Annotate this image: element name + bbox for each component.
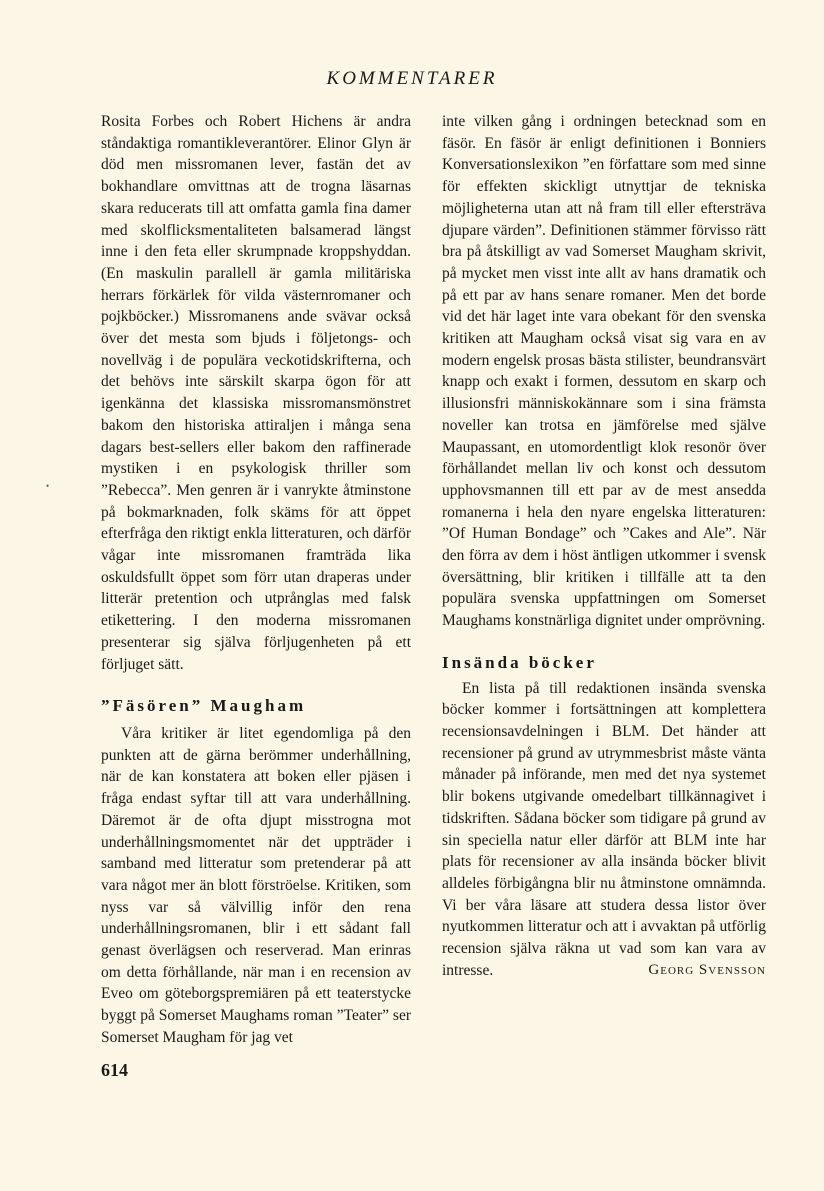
paragraph-text: En lista på till redaktionen insända svenska böcker kommer i fortsättningen att komplettera recensionsavdelningen i BLM. Det händer att recensioner på grund av utrymmesbrist måste vänta månader på införande, men med det nya systemet blir bokens utgivande omedelbart tillkännagivet i tidskriften. Sådana böcker som tidigare på grund av sin speciella natur eller därför att BLM inte har plats för recensioner av alla insända böcker blivit alldeles förbigångna blir nu åtminstone omnämnda. Vi ber våra läsare att studera dessa listor över nyutkommen litteratur och att i avvaktan på utförlig recension själva räkna ut vad som kan vara av intresse. [442,679,766,979]
body-paragraph: Våra kritiker är litet egendomliga på den punkten att de gärna berömmer underhållning, när de kan konstatera att boken eller pjäsen i fråga endast syftar till att vara underhållning. Däremot är de ofta djupt misstrogna mot underhållningsmomentet när det uppträder i samband med litteratur som pretenderar på att vara något mer än blott förströelse. Kritiken, som nyss var så välvillig inför den rena underhållningsromanen, blir i ett sådant fall genast överlägsen och reserverad. Man erinras om detta förhållande, när man i en recension av Eveo om göteborgspremiären på ett teaterstycke byggt på Somerset Maughams roman ”Teater” ser Somerset Maugham för jag vet [101,724,411,1046]
author-signature: Georg Svensson [648,961,766,978]
section-heading-insanda-bocker: Insända böcker [442,652,597,672]
left-column [101,111,411,1049]
page-number: 614 [101,1060,128,1080]
body-paragraph: Rosita Forbes och Robert Hichens är andra ståndaktiga romantikleverantörer. Elinor Glyn är död men missromanen lever, fastän det av bokhandlare omvittnas att de trogna läsarnas skara reducerats till att omfatta gamla fina damer med skolflicksmentaliteten balsamerad längst inne i den feta eller skrumpnade kroppshyddan. (En maskulin parallell är gamla militäriska herrars förkärlek för vilda västernromaner och pojkböcker.) Missromanens ande svävar också över det mesta som bjuds i följetongs- och novellväg i de populära veckotidskrifterna, och det behövs inte särskilt skarpa ögon för att igenkänna det klassiska missromansmönstret bakom den historiska attiraljen i många sena dagars best-sellers eller bakom den raffinerade mystiken i en psykologisk thriller som ”Rebecca”. Men genren är i vanrykte åtminstone på bokmarknaden, folk skäms för att öppet efterfråga den riktigt enkla litteraturen, och därför vågar inte missromanen framträda lika oskuldsfullt öppet som förr utan draperas under litterär pretention och utprånglas med falsk etikettering. I den moderna missromanen presenterar sig själva förljugenheten på ett förljuget sätt. [101,113,411,673]
margin-mark: • [46,481,50,491]
section-heading-maugham: ”Fäsören” Maugham [101,696,307,716]
body-paragraph: inte vilken gång i ordningen betecknad som en fäsör. En fäsör är enligt definitionen i Bonniers Konversationslexikon ”en författare som med sinne för effekten skickligt utnyttjar de tekniska möjligheterna utan att nå fram till eller eftersträva djupare värden”. Definitionen stämmer förvisso rätt bra på åtskilligt av vad Somerset Maugham skrivit, på mycket men visst inte allt av hans dramatik och på ett par av hans senare romaner. Men det borde vid det här laget inte vara obekant för den svenska kritiken att Maugham också visat sig vara en av modern engelsk prosas bästa stilister, beundransvärt knapp och exakt i formen, dessutom en skarp och illusionsfri människokännare som i sina främsta noveller kan trotsa en jämförelse med själve Maupassant, en utomordentligt klok resonör över förhållandet mellan liv och konst och dessutom upphovsmannen till ett par av de mest ansedda romanerna i hela den nyare engelska litteraturen: ”Of Human Bondage” och ”Cakes and Ale”. När den förra av dem i höst äntligen utkommer i svensk översättning, blir kritiken i tillfälle att ta den populära svenska uppfattningen om Somerset Maughams konstnärliga dignitet under omprövning. [442,113,766,630]
body-paragraph [442,678,766,982]
right-column [442,111,766,981]
page-header: KOMMENTARER [326,68,498,89]
